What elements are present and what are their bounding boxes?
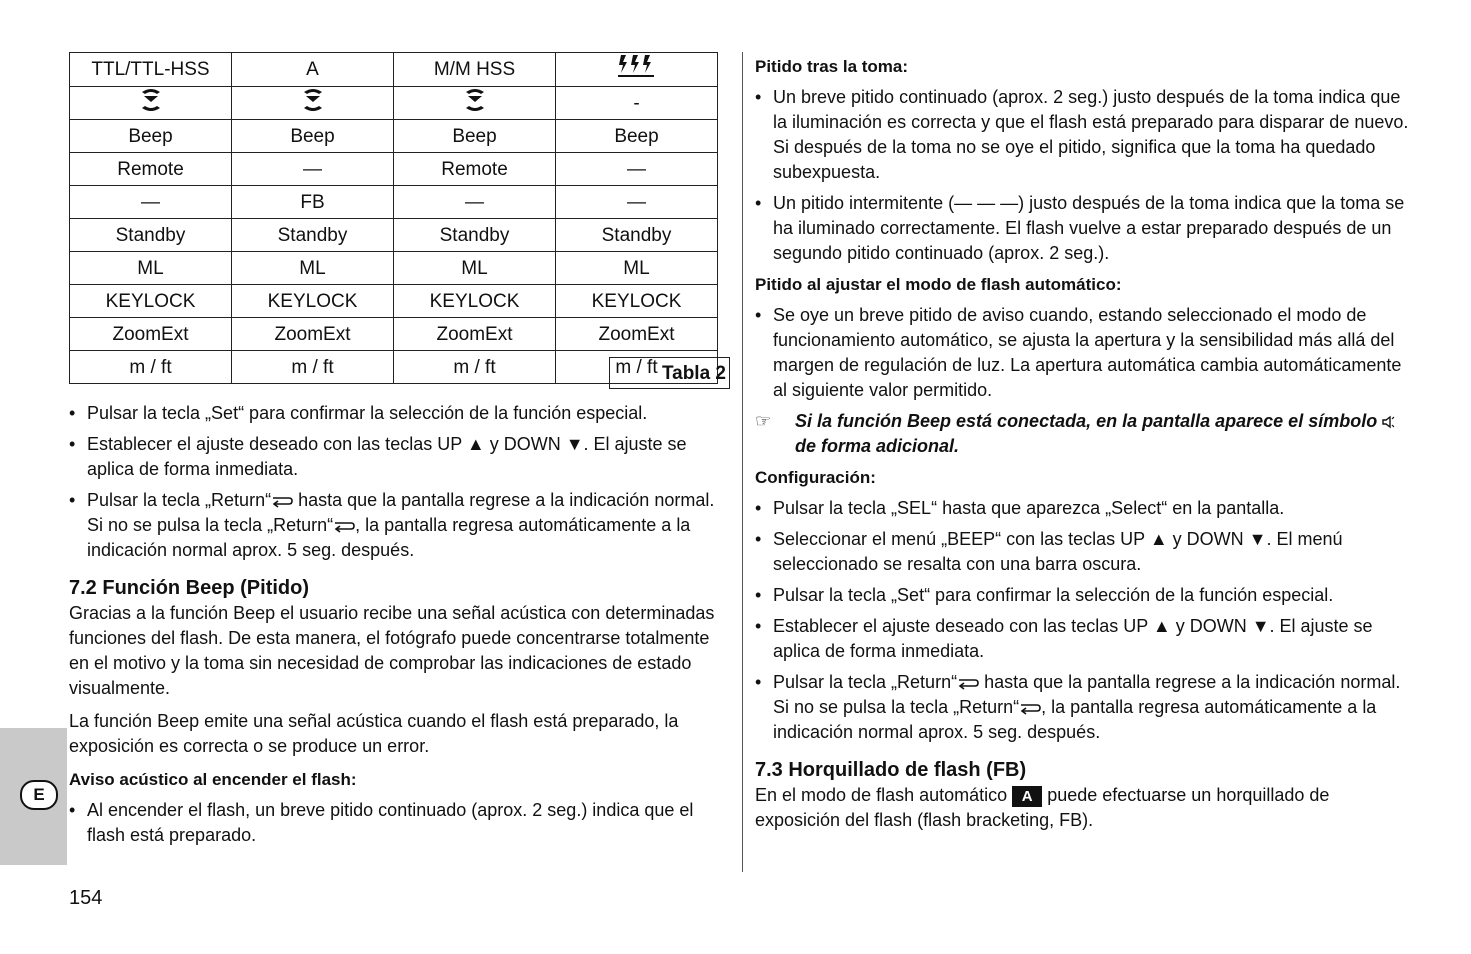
table-row	[70, 318, 718, 351]
table-cell: Beep	[394, 120, 556, 153]
mode-table	[69, 52, 718, 384]
pointing-hand-icon: ☞	[755, 411, 772, 431]
table-cell: Beep	[232, 120, 394, 153]
table-cell: ML	[556, 252, 718, 285]
table-row	[70, 87, 718, 120]
table-row	[70, 153, 718, 186]
list-item: • Pulsar la tecla „Return“ hasta que la pantalla regrese a la indicación normal. Si no se pulsa la tecla „Return“ , la pantalla regresa automáticamente a la indicación normal aprox. 5 seg. después.	[69, 490, 715, 560]
table-cell: m / ft	[394, 351, 556, 384]
return-icon	[271, 494, 293, 508]
bounce-flash-icon	[394, 87, 556, 120]
subheading: Pitido tras la toma:	[755, 57, 909, 76]
list-item: • Pulsar la tecla „Return“ hasta que la pantalla regrese a la indicación normal. Si no se pulsa la tecla „Return“ , la pantalla regresa automáticamente a la indicación normal aprox. 5 seg. después.	[755, 672, 1401, 742]
table-cell: ML	[394, 252, 556, 285]
return-icon	[957, 676, 979, 690]
table-row	[70, 186, 718, 219]
table-header-cell: A	[232, 53, 394, 87]
list-item: • Al encender el flash, un breve pitido continuado (aprox. 2 seg.) indica que el flash está preparado.	[69, 800, 694, 845]
list-item: • Un pitido intermitente (— — —) justo después de la toma indica que la toma se ha iluminado correctamente. El flash vuelve a estar preparado después de un segundo pitido continuado (aprox. 2 seg.).	[755, 193, 1405, 263]
table-cell: —	[394, 186, 556, 219]
table-cell: Standby	[556, 219, 718, 252]
table-cell: m / ft	[556, 351, 718, 384]
table-cell: —	[556, 153, 718, 186]
list-item: • Pulsar la tecla „Set“ para confirmar la selección de la función especial.	[755, 585, 1334, 605]
table-cell: Remote	[394, 153, 556, 186]
table-cell: —	[556, 186, 718, 219]
table-row	[70, 219, 718, 252]
right-column-text	[755, 54, 1415, 833]
table-cell: Standby	[394, 219, 556, 252]
section-heading: 7.3 Horquillado de flash (FB)	[755, 759, 1027, 781]
table-cell: ZoomExt	[556, 318, 718, 351]
table-cell: ZoomExt	[70, 318, 232, 351]
table-cell: Remote	[70, 153, 232, 186]
table-cell: ZoomExt	[232, 318, 394, 351]
bounce-flash-icon	[70, 87, 232, 120]
table-cell: —	[70, 186, 232, 219]
subheading: Pitido al ajustar el modo de flash automático:	[755, 275, 1122, 294]
return-icon	[1019, 701, 1041, 715]
table-cell: m / ft	[70, 351, 232, 384]
list-item: • Seleccionar el menú „BEEP“ con las teclas UP ▲ y DOWN ▼. El menú seleccionado se resalta con una barra oscura.	[755, 529, 1343, 574]
subheading: Aviso acústico al encender el flash:	[69, 770, 357, 789]
auto-mode-badge: A	[1012, 786, 1042, 807]
table-row	[70, 120, 718, 153]
paragraph: Gracias a la función Beep el usuario recibe una señal acústica con determinadas funciones del flash. De esta manera, el fotógrafo puede concentrarse totalmente en el motivo y la toma sin necesidad de comprobar las indicaciones de estado visualmente.	[69, 603, 715, 698]
bounce-flash-icon	[232, 87, 394, 120]
table-header-row	[70, 53, 718, 87]
language-badge: E	[20, 780, 58, 810]
speaker-icon	[1382, 415, 1396, 429]
list-item: • Pulsar la tecla „Set“ para confirmar la selección de la función especial.	[69, 403, 648, 423]
list-item: • Pulsar la tecla „SEL“ hasta que aparezca „Select“ en la pantalla.	[755, 498, 1285, 518]
page-number: 154	[69, 887, 103, 909]
table-cell: ML	[232, 252, 394, 285]
table-cell: —	[232, 153, 394, 186]
return-icon	[333, 519, 355, 533]
table-cell: ZoomExt	[394, 318, 556, 351]
column-divider	[742, 52, 743, 872]
table-row	[70, 252, 718, 285]
table-header-cell: TTL/TTL-HSS	[70, 53, 232, 87]
table-cell: Beep	[556, 120, 718, 153]
table-cell: KEYLOCK	[556, 285, 718, 318]
table-row	[70, 285, 718, 318]
list-item: • Establecer el ajuste deseado con las teclas UP ▲ y DOWN ▼. El ajuste se aplica de forma inmediata.	[69, 434, 687, 479]
note: ☞ Si la función Beep está conectada, en la pantalla aparece el símbolo de forma adicional.	[755, 409, 1415, 459]
table-cell: KEYLOCK	[394, 285, 556, 318]
left-column-text	[69, 401, 734, 854]
table-cell: KEYLOCK	[232, 285, 394, 318]
section-heading: 7.2 Función Beep (Pitido)	[69, 577, 310, 599]
list-item: • Establecer el ajuste deseado con las teclas UP ▲ y DOWN ▼. El ajuste se aplica de forma inmediata.	[755, 616, 1373, 661]
table-cell: -	[556, 87, 718, 120]
table-caption: Tabla 2	[609, 357, 730, 389]
list-item: • Un breve pitido continuado (aprox. 2 seg.) justo después de la toma indica que la iluminación es correcta y que el flash está preparado para disparar de nuevo. Si después de la toma no se oye el pitido, significa que la toma ha quedado subexpuesta.	[755, 87, 1409, 182]
multi-flash-icon	[556, 53, 718, 87]
paragraph: En el modo de flash automático A puede efectuarse un horquillado de exposición del flash (flash bracketing, FB).	[755, 785, 1330, 830]
table-header-cell: M/M HSS	[394, 53, 556, 87]
table-cell: Standby	[232, 219, 394, 252]
table-cell: Beep	[70, 120, 232, 153]
list-item: • Se oye un breve pitido de aviso cuando, estando seleccionado el modo de funcionamiento automático, se ajusta la apertura y la sensibilidad más allá del margen de regulación de luz. La apertura automática cambia automáticamente al siguiente valor permitido.	[755, 305, 1402, 400]
table-cell: Standby	[70, 219, 232, 252]
paragraph: La función Beep emite una señal acústica cuando el flash está preparado, la exposición es correcta o se produce un error.	[69, 711, 679, 756]
table-cell: ML	[70, 252, 232, 285]
table-cell: KEYLOCK	[70, 285, 232, 318]
table-cell: FB	[232, 186, 394, 219]
subheading: Configuración:	[755, 468, 876, 487]
table-cell: m / ft	[232, 351, 394, 384]
